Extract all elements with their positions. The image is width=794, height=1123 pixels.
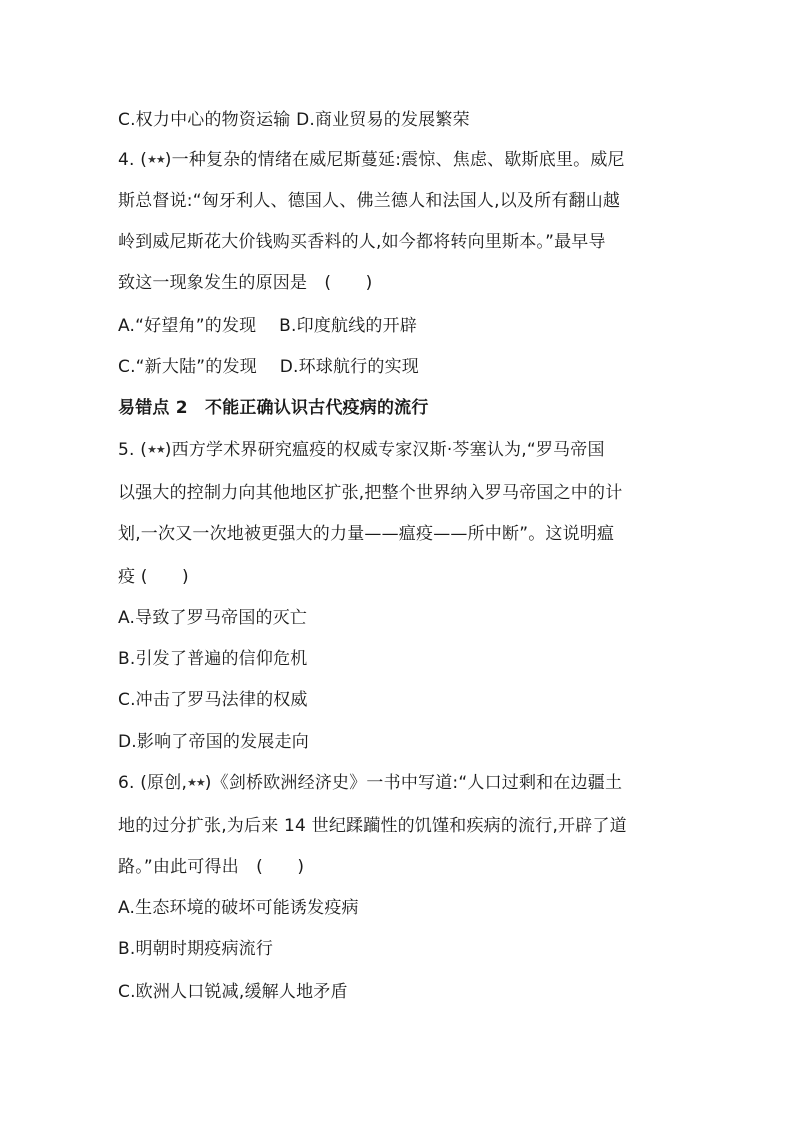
q5-text-1: )西方学术界研究瘟疫的权威专家汉斯·芩塞认为,“罗马帝国 xyxy=(164,440,605,460)
q6-option-c: C.欧洲人口锐减,缓解人地矛盾 xyxy=(118,982,348,1002)
q5-option-a: A.导致了罗马帝国的灭亡 xyxy=(118,608,308,628)
q6-option-b: B.明朝时期疫病流行 xyxy=(118,939,274,959)
q4-options-cd: C.“新大陆”的发现 D.环球航行的实现 xyxy=(118,357,419,377)
q4-stem-line-3: 岭到威尼斯花大价钱购买香料的人,如今都将转向里斯本。”最早导 xyxy=(118,232,606,252)
q4-stem-line-2: 斯总督说:“匈牙利人、德国人、佛兰德人和法国人,以及所有翻山越 xyxy=(118,191,621,211)
difficulty-stars-icon: ★★ xyxy=(147,443,165,456)
q5-option-d: D.影响了帝国的发展走向 xyxy=(118,732,309,752)
q4-options-ab: A.“好望角”的发现 B.印度航线的开辟 xyxy=(118,316,418,336)
q6-option-a: A.生态环境的破坏可能诱发疫病 xyxy=(118,898,359,918)
q5-option-b: B.引发了普遍的信仰危机 xyxy=(118,649,308,669)
q6-stem-line-3: 路。”由此可得出 ( ) xyxy=(118,857,305,877)
q5-stem-line-2: 以强大的控制力向其他地区扩张,把整个世界纳入罗马帝国之中的计 xyxy=(118,483,623,503)
q6-stem-line-1 xyxy=(118,771,622,795)
q5-stem-line-3: 划,一次又一次地被更强大的力量——瘟疫——所中断”。这说明瘟 xyxy=(118,524,615,544)
q6-text-1: )《剑桥欧洲经济史》一书中写道:“人口过剩和在边疆土 xyxy=(204,773,623,793)
q6-stem-line-2: 地的过分扩张,为后来 14 世纪蹂躏性的饥馑和疾病的流行,开辟了道 xyxy=(118,816,627,836)
q5-option-c: C.冲击了罗马法律的权威 xyxy=(118,690,308,710)
difficulty-stars-icon: ★★ xyxy=(187,776,205,789)
q5-stem-line-1 xyxy=(118,438,605,462)
q4-stem-line-4: 致这一现象发生的原因是 ( ) xyxy=(118,273,373,293)
q5-stem-line-4: 疫 ( ) xyxy=(118,567,189,587)
q5-number: 5. ( xyxy=(118,440,148,460)
difficulty-stars-icon: ★★ xyxy=(147,153,165,166)
q4-number: 4. ( xyxy=(118,150,148,170)
section-heading: 易错点 2 不能正确认识古代疫病的流行 xyxy=(118,398,429,418)
q6-number: 6. (原创, xyxy=(118,773,188,793)
q4-stem-line-1 xyxy=(118,148,625,172)
q4-text-1: )一种复杂的情绪在威尼斯蔓延:震惊、焦虑、歇斯底里。威尼 xyxy=(164,150,625,170)
q3-options-cd: C.权力中心的物资运输 D.商业贸易的发展繁荣 xyxy=(118,110,470,130)
